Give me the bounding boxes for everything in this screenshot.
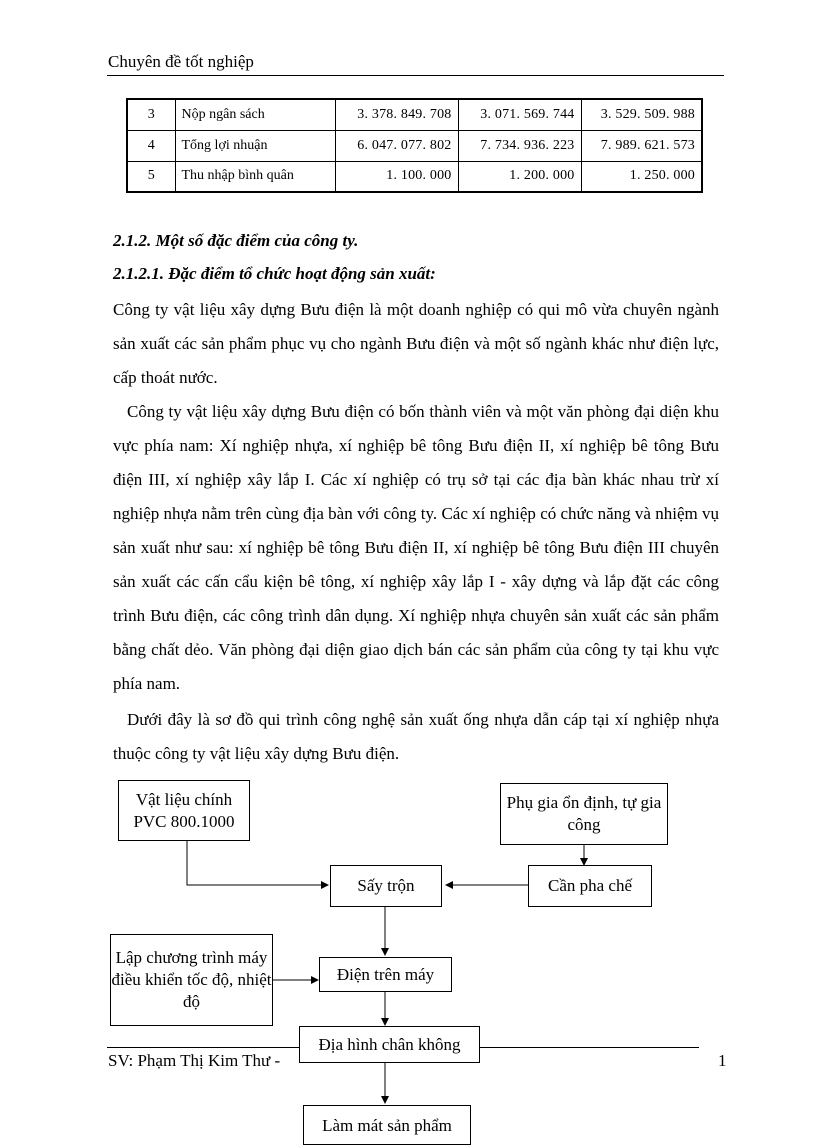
row-number: 4	[127, 130, 175, 161]
flow-box-weigh-mix: Cần pha chế	[528, 865, 652, 907]
row-value: 3. 071. 569. 744	[458, 99, 581, 130]
row-value: 7. 989. 621. 573	[581, 130, 702, 161]
flow-box-program: Lập chương trình máy điều khiển tốc độ, nhiệt độ	[110, 934, 273, 1026]
flow-box-additive: Phụ gia ổn định, tự gia công	[500, 783, 668, 845]
row-label: Tổng lợi nhuận	[175, 130, 335, 161]
arrow-material-to-mix	[187, 841, 328, 885]
footer-author: SV: Phạm Thị Kim Thư -	[108, 1051, 281, 1070]
flow-box-raw-material: Vật liệu chính PVC 800.1000	[118, 780, 250, 841]
row-value: 1. 100. 000	[335, 161, 458, 192]
header-title: Chuyên đề tốt nghiệp	[108, 52, 254, 71]
flow-box-machine-feed: Điện trên máy	[319, 957, 452, 992]
row-value: 1. 250. 000	[581, 161, 702, 192]
paragraph-intro: Công ty vật liệu xây dựng Bưu điện là một doanh nghiệp có qui mô vừa chuyên ngành sản xuất các sản phẩm phục vụ cho ngành Bưu điện và một số ngành khác như điện lực, cấp thoát nước.	[113, 300, 719, 387]
section-heading: 2.1.2. Một số đặc điểm của công ty.	[113, 231, 359, 250]
flow-box-mix-dry: Sấy trộn	[330, 865, 442, 907]
flow-box-vacuum-form: Địa hình chân không	[299, 1026, 480, 1063]
row-label: Thu nhập bình quân	[175, 161, 335, 192]
page-number: 1	[718, 1051, 727, 1070]
paragraph-diagram-intro: Dưới đây là sơ đồ qui trình công nghệ sản xuất ống nhựa dẫn cáp tại xí nghiệp nhựa thuộc công ty vật liệu xây dựng Bưu điện.	[113, 710, 719, 763]
row-value: 3. 529. 509. 988	[581, 99, 702, 130]
subsection-heading: 2.1.2.1. Đặc điểm tổ chức hoạt động sản xuất:	[113, 264, 436, 283]
row-value: 6. 047. 077. 802	[335, 130, 458, 161]
row-value: 7. 734. 936. 223	[458, 130, 581, 161]
row-number: 3	[127, 99, 175, 130]
row-number: 5	[127, 161, 175, 192]
row-value: 3. 378. 849. 708	[335, 99, 458, 130]
flow-box-cooling: Làm mát sản phẩm	[303, 1105, 471, 1145]
row-label: Nộp ngân sách	[175, 99, 335, 130]
paragraph-members: Công ty vật liệu xây dựng Bưu điện có bốn thành viên và một văn phòng đại diện khu vực phía nam: Xí nghiệp nhựa, xí nghiệp bê tông Bưu điện II, xí nghiệp bê tông Bưu điện III, xí nghiệp xây lắp I. Các xí nghiệp có trụ sở tại các địa bàn khác nhau trừ xí nghiệp nhựa nằm trên cùng địa bàn với công ty. Các xí nghiệp có chức năng và nhiệm vụ sản xuất như sau: xí nghiệp bê tông Bưu điện II, xí nghiệp bê tông Bưu điện III chuyên sản xuất các cấn cẩu kiện bê tông, xí nghiệp xây lắp I - xây dựng và lắp đặt các công trình Bưu điện, các công trình dân dụng. Xí nghiệp nhựa chuyên sản xuất các sản phẩm bằng chất dẻo. Văn phòng đại diện giao dịch bán các sản phẩm của công ty tại khu vực phía nam.	[113, 402, 719, 693]
row-value: 1. 200. 000	[458, 161, 581, 192]
